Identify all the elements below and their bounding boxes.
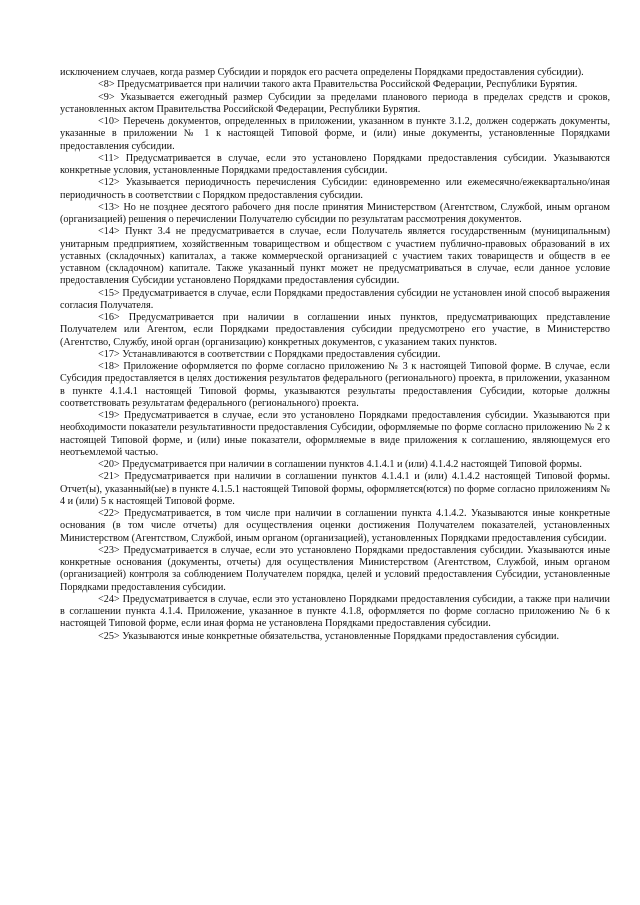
footnote-24: <24> Предусматривается в случае, если это установлено Порядками предоставления субсидии, а также при наличии в соглашении пункта 4.1.4. Приложение, указанное в пункте 4.1.8, оформляется по форме согласно приложению № 6 к настоящей Типовой форме, если иная форма не установлена Порядками предоставления субсидии.	[60, 593, 610, 630]
footnote-22: <22> Предусматривается, в том числе при наличии в соглашении пункта 4.1.4.2. Указываются иные конкретные основания (в том числе отчеты) для осуществления оценки достижения Получателем показателей, установленных Министерством (Агентством, Службой, иным органом (организацией), установленных Порядками предоставления субсидии.	[60, 508, 610, 544]
footnote-12: <12> Указывается периодичность перечисления Субсидии: единовременно или ежемесячно/ежеквартально/иная периодичность в соответствии с Порядком предоставления субсидии.	[60, 177, 610, 201]
paragraph-continuation: исключением случаев, когда размер Субсидии и порядок его расчета определены Порядками предоставления субсидии).	[60, 67, 584, 78]
footnote-19: <19> Предусматривается в случае, если это установлено Порядками предоставления субсидии. Указываются при необходимости показатели результативности предоставления Субсидии, оформляемые по форме согласно приложению № 2 к настоящей Типовой форме, и (или) иные показатели, оформляемые в виде приложения к соглашению, являющемуся его неотъемлемой частью.	[60, 410, 610, 458]
footnote-18: <18> Приложение оформляется по форме согласно приложению № 3 к настоящей Типовой форме. В случае, если Субсидия предоставляется в целях достижения результатов федерального (регионального) проекта, в приложении, указанном в пункте 4.1.4.1 настоящей Типовой формы, указываются результаты предоставления Субсидии, которые должны соответствовать результатам федерального (регионального) проекта.	[60, 361, 610, 409]
footnote-21: <21> Предусматривается при наличии в соглашении пунктов 4.1.4.1 и (или) 4.1.4.2 настоящей Типовой формы. Отчет(ы), указанный(ые) в пункте 4.1.5.1 настоящей Типовой формы, оформляется(ются) по форме согласно приложениям № 4 и (или) 5 к настоящей Типовой форме.	[60, 471, 610, 507]
document-page	[60, 67, 610, 643]
footnote-8: <8> Предусматривается при наличии такого акта Правительства Российской Федерации, Республики Бурятия.	[98, 79, 578, 91]
footnote-9: <9> Указывается ежегодный размер Субсидии за пределами планового периода в пределах средств и сроков, установленных актом Правительства Российской Федерации, Республики Бурятия.	[60, 91, 610, 115]
footnote-10: <10> Перечень документов, определенных в приложении, указанном в пункте 3.1.2, должен содержать документы, указанные в приложении № 1 к настоящей Типовой форме, и (или) иные документы, установленные Порядками предоставления субсидии.	[60, 116, 610, 152]
footnote-13: <13> Но не позднее десятого рабочего дня после принятия Министерством (Агентством, Службой, иным органом (организацией) решения о перечислении Получателю субсидии по результатам рассмотрения документов.	[60, 201, 610, 225]
footnote-14: <14> Пункт 3.4 не предусматривается в случае, если Получатель является государственным (муниципальным) унитарным предприятием, хозяйственным товариществом и обществом с участием публично-правовых образований в их уставных (складочных) капиталах, а также коммерческой организацией с участием таких товариществ и обществ в ее уставном (складочном) капитале. Также указанный пункт может не предусматриваться в случае, если данное условие предоставления Субсидии установлено Порядками предоставления субсидии.	[60, 226, 610, 287]
footnote-25: <25> Указываются иные конкретные обязательства, установленные Порядками предоставления субсидии.	[98, 630, 560, 642]
footnote-17: <17> Устанавливаются в соответствии с Порядками предоставления субсидии.	[98, 348, 441, 360]
footnote-20: <20> Предусматривается при наличии в соглашении пунктов 4.1.4.1 и (или) 4.1.4.2 настоящей Типовой формы.	[98, 459, 582, 470]
footnote-16: <16> Предусматривается при наличии в соглашении иных пунктов, предусматривающих представление Получателем или Агентом, если Порядками предоставления субсидии предусмотрено его участие, в Министерство (Агентство, Службу, иной орган (организацию) конкретных документов, с указанием таких пунктов.	[60, 312, 610, 348]
footnote-15: <15> Предусматривается в случае, если Порядками предоставления субсидии не установлен иной способ выражения согласия Получателя.	[60, 287, 610, 311]
footnote-11: <11> Предусматривается в случае, если это установлено Порядками предоставления субсидии. Указываются конкретные условия, установленные Порядками предоставления субсидии.	[60, 152, 610, 176]
footnote-23: <23> Предусматривается в случае, если это установлено Порядками предоставления субсидии. Указываются иные конкретные основания (документы, отчеты) для осуществления Министерством (Агентством, Службой, иным органом (организацией) контроля за соблюдением Получателем порядка, целей и условий предоставления Субсидии, установленные Порядками предоставления субсидии.	[60, 544, 610, 593]
